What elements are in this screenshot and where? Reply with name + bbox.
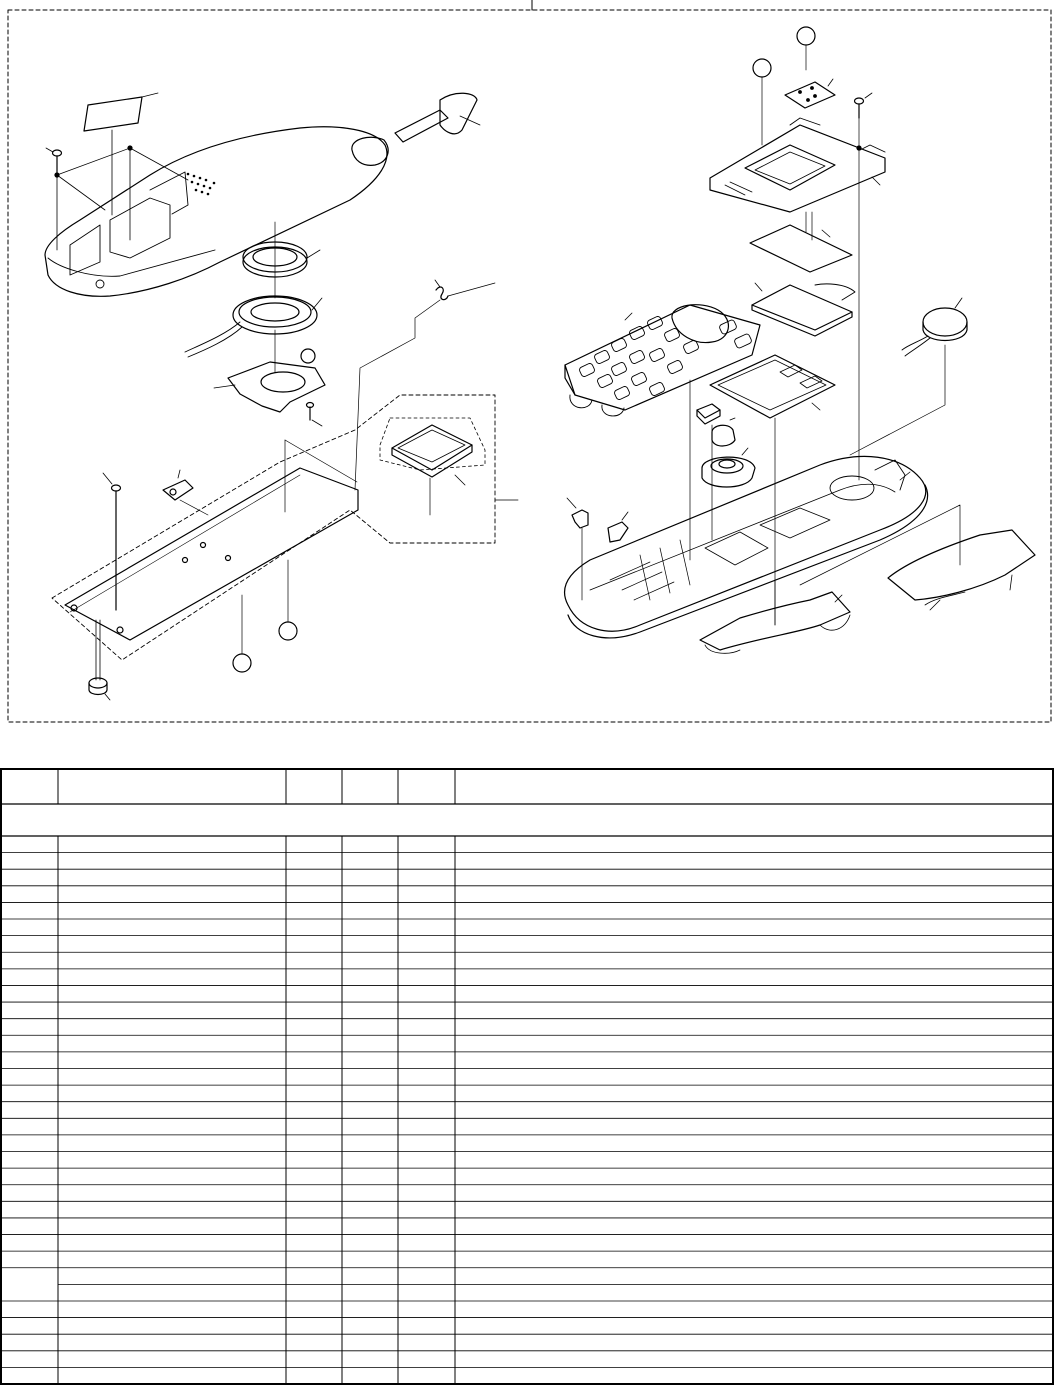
diagram-frame bbox=[8, 10, 1051, 722]
pcb-dashed-region bbox=[52, 395, 495, 660]
screw-icon bbox=[103, 473, 121, 610]
navigation-key bbox=[697, 404, 755, 487]
antenna bbox=[395, 93, 480, 142]
lcd-panel bbox=[752, 283, 855, 336]
microphone bbox=[89, 620, 110, 700]
earpiece-holes bbox=[187, 173, 216, 196]
front-cabinet-group bbox=[564, 27, 1035, 653]
lcd-sheet bbox=[750, 212, 852, 272]
clip bbox=[163, 470, 208, 515]
keypad-rubber bbox=[565, 305, 760, 560]
screw-icon bbox=[46, 148, 62, 175]
main-pcb bbox=[65, 440, 358, 640]
ref-circle-a bbox=[279, 622, 297, 640]
clip bbox=[567, 498, 588, 600]
vibrator-motor bbox=[850, 298, 967, 455]
ref-circle-c bbox=[797, 27, 815, 45]
parts-list-table bbox=[0, 768, 1055, 1386]
ref-circle-b bbox=[233, 654, 251, 672]
lcd-module bbox=[380, 418, 518, 515]
table-border bbox=[1, 769, 1053, 1384]
speaker-bracket bbox=[214, 330, 325, 412]
shield-plate bbox=[785, 79, 835, 108]
clip bbox=[608, 512, 628, 542]
speaker bbox=[185, 222, 322, 357]
speaker-holder bbox=[243, 242, 320, 277]
ref-circle-d bbox=[753, 59, 771, 77]
rear-cabinet-group bbox=[45, 93, 518, 700]
screw-icon bbox=[307, 403, 323, 427]
display-panel bbox=[710, 355, 835, 625]
spring-contact bbox=[355, 280, 495, 490]
decor-panel bbox=[700, 580, 850, 653]
screw-icon bbox=[855, 93, 873, 480]
label-sticker bbox=[84, 97, 142, 131]
rear-cabinet bbox=[45, 127, 387, 297]
